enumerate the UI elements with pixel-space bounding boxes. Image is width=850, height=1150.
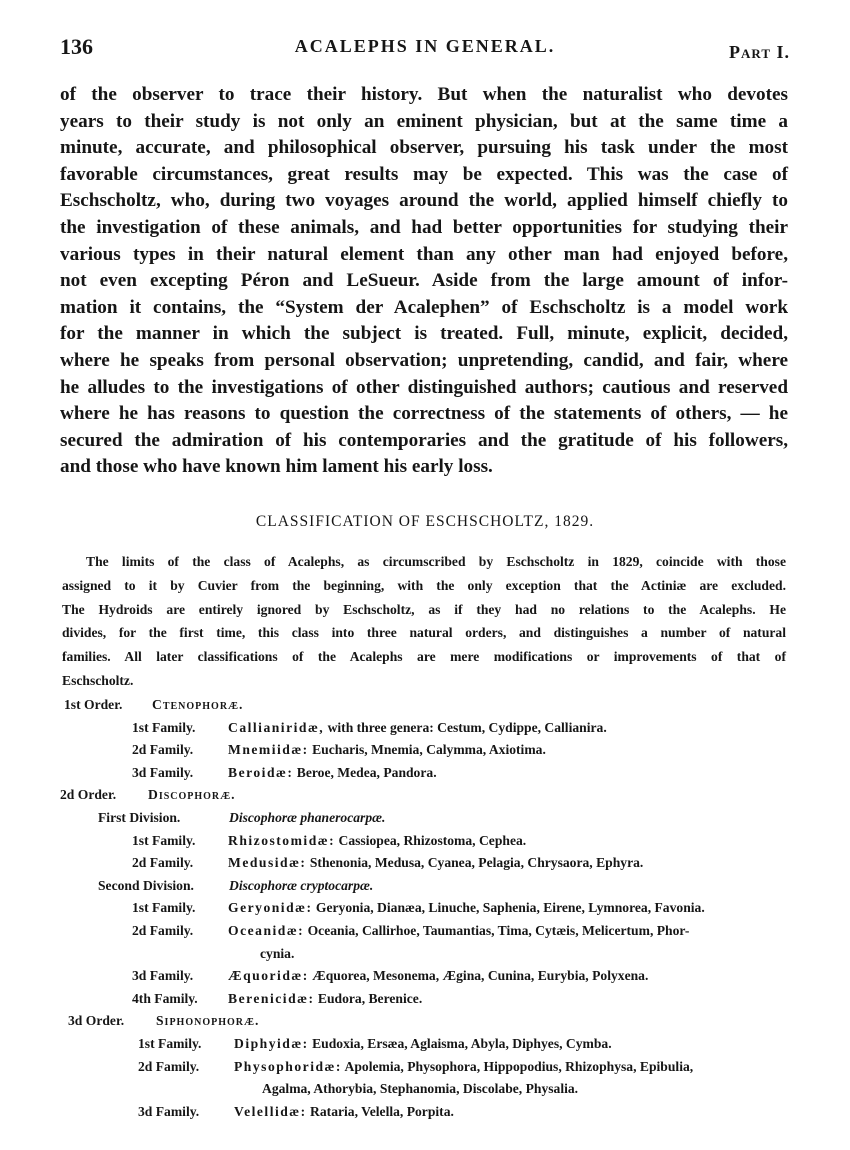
order-label: 3d Order. [68, 1013, 125, 1029]
family-entry [60, 988, 800, 1011]
division-name: Discophoræ cryptocarpæ. [229, 877, 374, 893]
family-name: Physophoridæ: [234, 1058, 342, 1074]
family-members: Æquorea, Mesonema, Ægina, Cunina, Eurybia, Polyxena. [308, 968, 649, 984]
family-label: 3d Family. [132, 764, 194, 780]
family-entry [60, 830, 800, 853]
running-title: ACALEPHS IN GENERAL. [294, 36, 556, 56]
division-name: Discophoræ phanerocarpæ. [229, 809, 386, 825]
family-entry [60, 717, 800, 740]
family-continuation [60, 1078, 800, 1101]
family-entry [60, 1101, 800, 1124]
family-name: Velellidæ: [234, 1103, 307, 1119]
family-members: Beroe, Medea, Pandora. [293, 764, 437, 780]
section-title: CLASSIFICATION OF ESCHSCHOLTZ, 1829. [255, 513, 595, 530]
family-name: Æquoridæ: [228, 968, 309, 984]
intro-line: The limits of the class of Acalephs, as circumscribed by Eschscholtz in 1829, coincide with those [86, 554, 786, 569]
family-name: Mnemiidæ: [228, 742, 309, 758]
family-members: Eucharis, Mnemia, Calymma, Axiotima. [308, 742, 546, 758]
family-label: 2d Family. [132, 855, 194, 871]
family-label: 1st Family. [132, 719, 196, 735]
order-name: Ctenophoræ. [152, 697, 244, 712]
family-name: Beroidæ: [228, 764, 294, 780]
family-entry [60, 897, 800, 920]
paragraph-line: years to their study is not only an eminent physician, but at the same time a [60, 110, 788, 132]
family-name: Rhizostomidæ: [228, 832, 336, 848]
intro-line: families. All later classifications of the Acalephs are mere modifications or improvements of that of [62, 649, 786, 665]
paragraph-line: favorable circumstances, great results may be expected. This was the case of [60, 163, 788, 185]
paragraph-line: various types in their natural element than any other man had enjoyed before, [60, 243, 788, 265]
paragraph-line: secured the admiration of his contemporaries and the gratitude of his followers, [60, 429, 788, 451]
paragraph-line: minute, accurate, and philosophical observer, pursuing his task under the most [60, 137, 788, 159]
order-label: 2d Order. [60, 787, 117, 803]
family-members: Cassiopea, Rhizostoma, Cephea. [335, 832, 527, 848]
division-label: First Division. [98, 809, 181, 825]
family-label: 2d Family. [138, 1058, 200, 1074]
family-label: 1st Family. [132, 832, 196, 848]
paragraph-line: not even excepting Péron and LeSueur. Aside from the large amount of infor- [60, 270, 788, 292]
family-name: Callianiridæ, [228, 719, 325, 735]
family-entry [60, 762, 800, 785]
family-members: with three genera: Cestum, Cydippe, Callianira. [324, 719, 607, 735]
continuation-text: cynia. [260, 945, 295, 961]
family-members: Sthenonia, Medusa, Cyanea, Pelagia, Chrysaora, Ephyra. [306, 855, 644, 871]
division-heading [60, 807, 800, 830]
classification-list [60, 694, 800, 1123]
paragraph-line: Eschscholtz, who, during two voyages around the world, applied himself chiefly to [60, 190, 788, 212]
order-heading [60, 784, 800, 807]
intro-line: The Hydroids are entirely ignored by Eschscholtz, as if they had no relations to the Acalephs. He [62, 601, 786, 617]
family-name: Berenicidæ: [228, 990, 315, 1006]
family-label: 3d Family. [138, 1103, 200, 1119]
family-members: Oceania, Callirhoe, Taumantias, Tima, Cytæis, Melicertum, Phor- [304, 922, 690, 938]
running-header [60, 34, 790, 64]
family-label: 1st Family. [132, 900, 196, 916]
paragraph-line: mation it contains, the “System der Acalephen” of Eschscholtz is a model work [60, 296, 788, 318]
family-members: Geryonia, Dianæa, Linuche, Saphenia, Eirene, Lymnorea, Favonia. [312, 900, 705, 916]
family-label: 3d Family. [132, 968, 194, 984]
family-entry [60, 920, 800, 943]
division-heading [60, 875, 800, 898]
intro-line: Eschscholtz. [62, 672, 134, 688]
family-label: 4th Family. [132, 990, 198, 1006]
paragraph-line: and those who have known him lament his early loss. [60, 456, 493, 478]
intro-line: assigned to it by Cuvier from the beginning, with the only exception that the Actiniæ are excluded. [62, 577, 786, 593]
paragraph-line: where he speaks from personal observation; unpretending, candid, and fair, where [60, 349, 788, 371]
order-heading [60, 694, 800, 717]
family-members: Eudora, Berenice. [314, 990, 423, 1006]
family-label: 1st Family. [138, 1035, 202, 1051]
body-paragraph [60, 82, 788, 481]
family-label: 2d Family. [132, 742, 194, 758]
family-members: Eudoxia, Ersæa, Aglaisma, Abyla, Diphyes, Cymba. [308, 1035, 612, 1051]
family-entry [60, 965, 800, 988]
family-name: Oceanidæ: [228, 922, 305, 938]
part-label: Part I. [729, 42, 790, 62]
page-number: 136 [60, 34, 93, 59]
paragraph-line: the investigation of these animals, and had better opportunities for studying their [60, 216, 788, 238]
order-name: Discophoræ. [148, 787, 236, 803]
family-members: Rataria, Velella, Porpita. [306, 1103, 454, 1119]
intro-line: divides, for the first time, this class into three natural orders, and distinguishes a number of natural [62, 625, 786, 641]
family-members: Apolemia, Physophora, Hippopodius, Rhizophysa, Epibulia, [341, 1058, 694, 1074]
family-entry [60, 1056, 800, 1079]
paragraph-line: for the manner in which the subject is treated. Full, minute, explicit, decided, [60, 323, 788, 345]
family-name: Diphyidæ: [234, 1035, 309, 1051]
order-heading [60, 1010, 800, 1033]
division-label: Second Division. [98, 877, 194, 893]
family-name: Geryonidæ: [228, 900, 313, 916]
family-label: 2d Family. [132, 922, 194, 938]
paragraph-line: where he has reasons to question the correctness of the statements of others, — he [60, 403, 788, 425]
order-name: Siphonophoræ. [156, 1013, 260, 1029]
family-entry [60, 1033, 800, 1056]
family-entry [60, 739, 800, 762]
family-name: Medusidæ: [228, 855, 307, 871]
order-label: 1st Order. [64, 697, 123, 712]
paragraph-line: he alludes to the investigations of other distinguished authors; cautious and reserved [60, 376, 788, 398]
continuation-text: Agalma, Athorybia, Stephanomia, Discolabe, Physalia. [262, 1081, 579, 1097]
intro-paragraph [62, 550, 786, 693]
family-entry [60, 852, 800, 875]
paragraph-line: of the observer to trace their history. But when the naturalist who devotes [60, 84, 788, 105]
family-continuation [60, 943, 800, 966]
